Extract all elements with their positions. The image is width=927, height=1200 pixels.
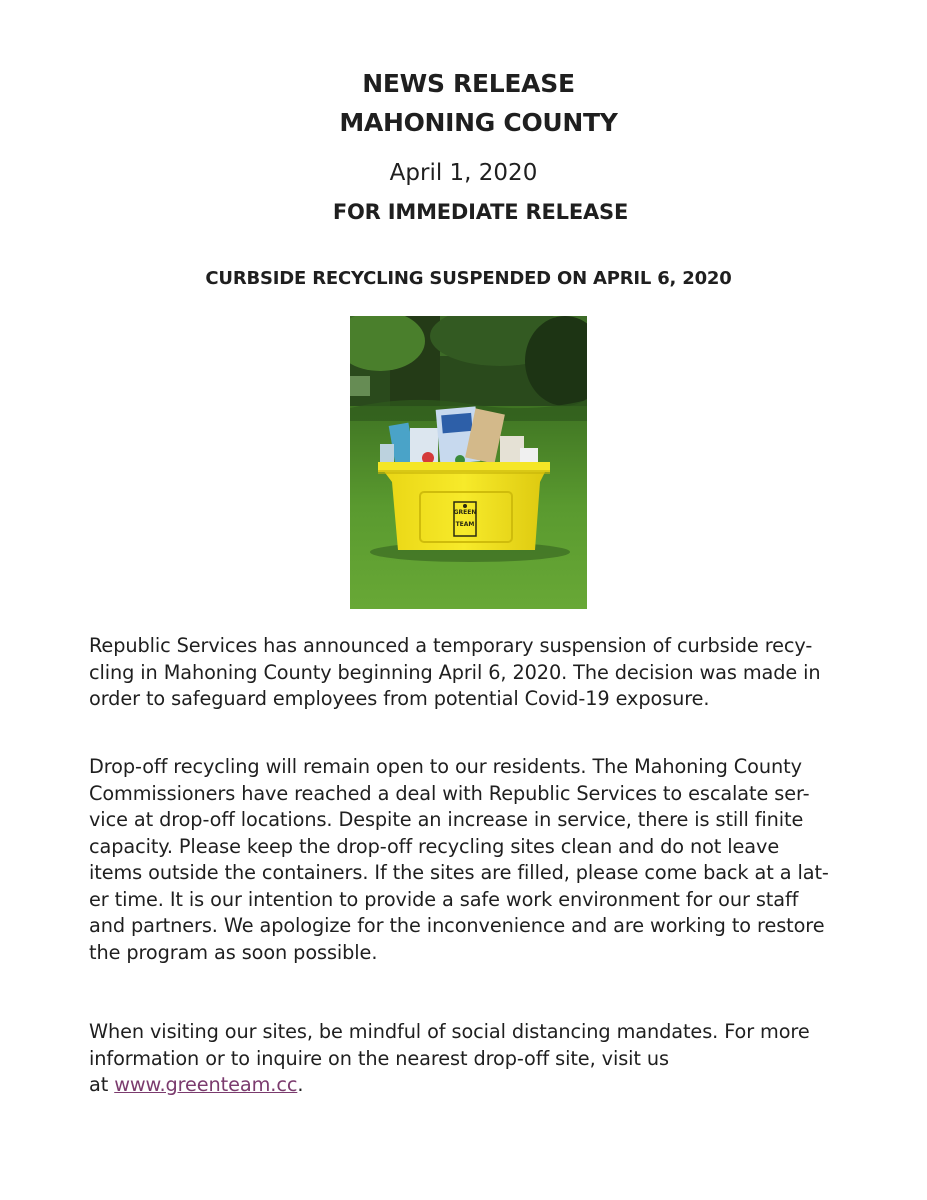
p3-suffix: .	[297, 1073, 304, 1096]
greenteam-website-link[interactable]: www.greenteam.cc	[114, 1073, 298, 1096]
title-news-release: NEWS RELEASE	[362, 69, 575, 98]
paragraph-drop-off	[89, 754, 849, 966]
p1-line: cling in Mahoning County beginning April 6, 2020. The decision was made in	[89, 660, 821, 684]
headline: CURBSIDE RECYCLING SUSPENDED ON APRIL 6, 2020	[205, 268, 732, 289]
p2-line: Commissioners have reached a deal with Republic Services to escalate ser-	[89, 781, 810, 805]
p2-line: the program as soon possible.	[89, 940, 378, 964]
p2-line: Drop-off recycling will remain open to our residents. The Mahoning County	[89, 755, 802, 778]
p3-line: When visiting our sites, be mindful of social distancing mandates. For more	[89, 1020, 810, 1043]
p3-last-line	[89, 1072, 849, 1099]
p3-line: information or to inquire on the nearest drop-off site, visit us	[89, 1046, 669, 1070]
p2-line: capacity. Please keep the drop-off recycling sites clean and do not leave	[89, 834, 780, 858]
bin-logo-line2: TEAM	[455, 521, 475, 528]
paragraph-social-distancing	[89, 1019, 849, 1099]
p2-line: vice at drop-off locations. Despite an increase in service, there is still finite	[89, 808, 804, 831]
bin-logo-line1: GREEN	[453, 509, 477, 516]
p2-line: er time. It is our intention to provide a safe work environment for our staff	[89, 887, 799, 911]
paragraph-suspension	[89, 633, 849, 713]
release-type: FOR IMMEDIATE RELEASE	[332, 200, 629, 224]
release-date: April 1, 2020	[389, 160, 538, 186]
recycling-bin-photo	[350, 316, 587, 609]
p2-line: items outside the containers. If the sites are filled, please come back at a lat-	[89, 861, 829, 884]
title-county: MAHONING COUNTY	[339, 108, 618, 137]
p3-prefix: at	[89, 1073, 115, 1096]
p2-line: and partners. We apologize for the inconvenience and are working to restore	[89, 914, 825, 937]
recycle-icon	[463, 504, 467, 508]
p1-line: Republic Services has announced a temporary suspension of curbside recy-	[89, 634, 813, 657]
p1-line: order to safeguard employees from potential Covid-19 exposure.	[89, 687, 710, 710]
